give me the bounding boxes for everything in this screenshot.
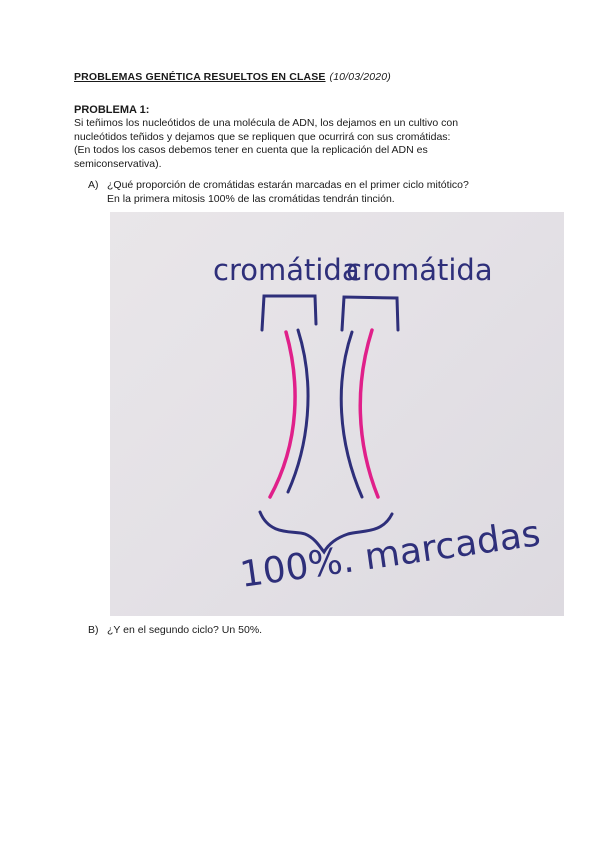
question-b-letter: B): [88, 624, 99, 636]
label-left: cromátida: [213, 253, 360, 287]
handwritten-diagram-photo: [110, 212, 564, 616]
label-right: cromátida: [346, 253, 493, 287]
answer-a: En la primera mitosis 100% de las cromátidas tendrán tinción.: [107, 193, 395, 205]
question-a-text: ¿Qué proporción de cromátidas estarán marcadas en el primer ciclo mitótico?: [107, 179, 469, 191]
problem-statement: [74, 117, 504, 171]
caption-marcadas: 100%. marcadas: [237, 513, 543, 596]
problem-heading: PROBLEMA 1:: [74, 104, 150, 116]
document-title: [74, 71, 391, 83]
strand-pink-right: [360, 330, 378, 497]
title-date: (10/03/2020): [329, 71, 391, 83]
question-a-letter: A): [88, 179, 99, 191]
title-text: PROBLEMAS GENÉTICA RESUELTOS EN CLASE: [74, 71, 326, 83]
question-b-text: ¿Y en el segundo ciclo? Un 50%.: [107, 624, 263, 636]
statement-note: (En todos los casos debemos tener en cuenta que la replicación del ADN es semiconservativa).: [74, 144, 428, 170]
statement-paragraph: Si teñimos los nucleótidos de una molécula de ADN, los dejamos en un cultivo con nucleótidos teñidos y dejamos que se repliquen que ocurrirá con sus cromátidas:: [74, 117, 459, 143]
diagram-drawing: [110, 212, 564, 616]
bracket-left: [262, 296, 316, 330]
strand-pink-left: [270, 332, 295, 497]
bracket-right: [342, 297, 398, 330]
